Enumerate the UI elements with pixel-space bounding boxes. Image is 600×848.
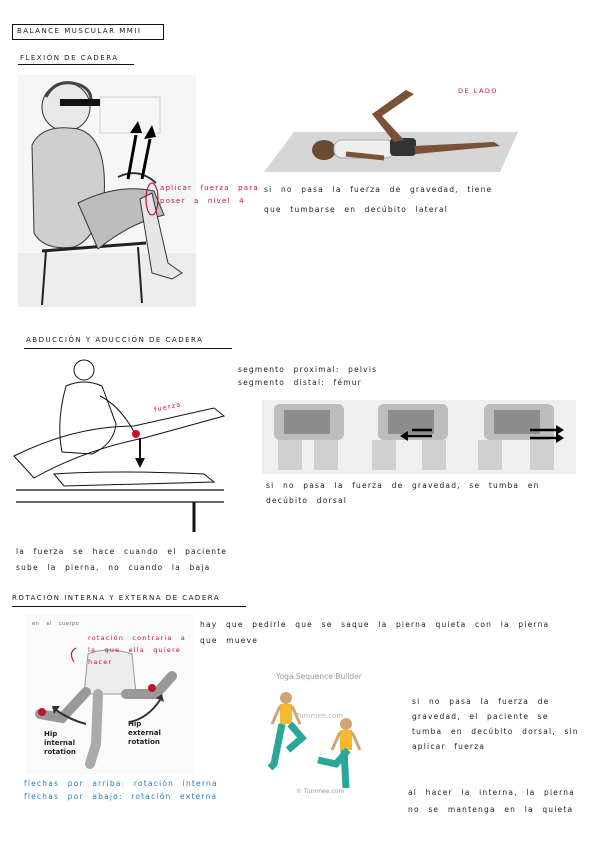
label-internal-rotation: Hip internal rotation [44, 730, 76, 756]
photo-strip-note: si no pasa la fuerza de gravedad, se tumba en decúbito dorsal [266, 481, 540, 505]
figure-caption: en el cuerpo [32, 621, 80, 627]
heading-underline [12, 606, 246, 607]
contrary-rotation-annotation: rotación contraria a la que ella quiere hacer [88, 634, 186, 666]
heading-underline [24, 348, 232, 349]
segment-distal: segmento distal: fémur [238, 378, 362, 387]
force-annotation: fuerza [153, 400, 183, 414]
legend-arrows-up: flechas por arriba: rotación interna [24, 779, 218, 788]
rotation-note-bottom: al hacer la interna, la pierna no se mantenga en la quieta [408, 788, 575, 814]
section-heading-abduction: ABDUCCIÓN Y ADUCCIÓN DE CADERA [26, 336, 204, 344]
label-external-rotation: Hip external rotation [128, 720, 161, 746]
page-title: BALANCE MUSCULAR MMII [17, 27, 142, 35]
section-heading-hip-flexion: FLEXIÓN DE CADERA [20, 54, 119, 62]
note-side-lying: si no pasa la fuerza de gravedad, tiene que tumbarse en decúbito lateral [264, 185, 493, 214]
force-note: la fuerza se hace cuando el paciente sube la pierna, no cuando la baja [16, 547, 228, 572]
photo-annotation-apply-force: aplicar fuerza para poser a nivel 4 [160, 184, 259, 205]
abduction-photo-strip [262, 400, 576, 474]
section-heading-rotation: ROTACIÓN INTERNA Y EXTERNA DE CADERA [12, 594, 221, 602]
yoga-title: Yoga Sequence Builder [276, 672, 362, 681]
yoga-sequence-figure [240, 668, 404, 802]
rotation-note-right: si no pasa la fuerza de gravedad, el paciente se tumba en decúbito dorsal, sin aplicar fuerza [412, 697, 579, 751]
heading-underline [18, 64, 134, 65]
legend-arrows-down: flechas por abajo: rotación externa [24, 792, 218, 801]
abduction-drawing [14, 356, 236, 532]
yoga-watermark: Tummee.com [296, 712, 344, 720]
side-label: DE LADO [458, 87, 499, 95]
segment-proximal: segmento proximal: pelvis [238, 365, 378, 374]
rotation-intro: hay que pedirle que se saque la pierna quieta con la pierna que mueve [200, 620, 550, 645]
side-lying-illustration [264, 84, 524, 174]
yoga-footer: © Tummee.com [296, 788, 345, 795]
